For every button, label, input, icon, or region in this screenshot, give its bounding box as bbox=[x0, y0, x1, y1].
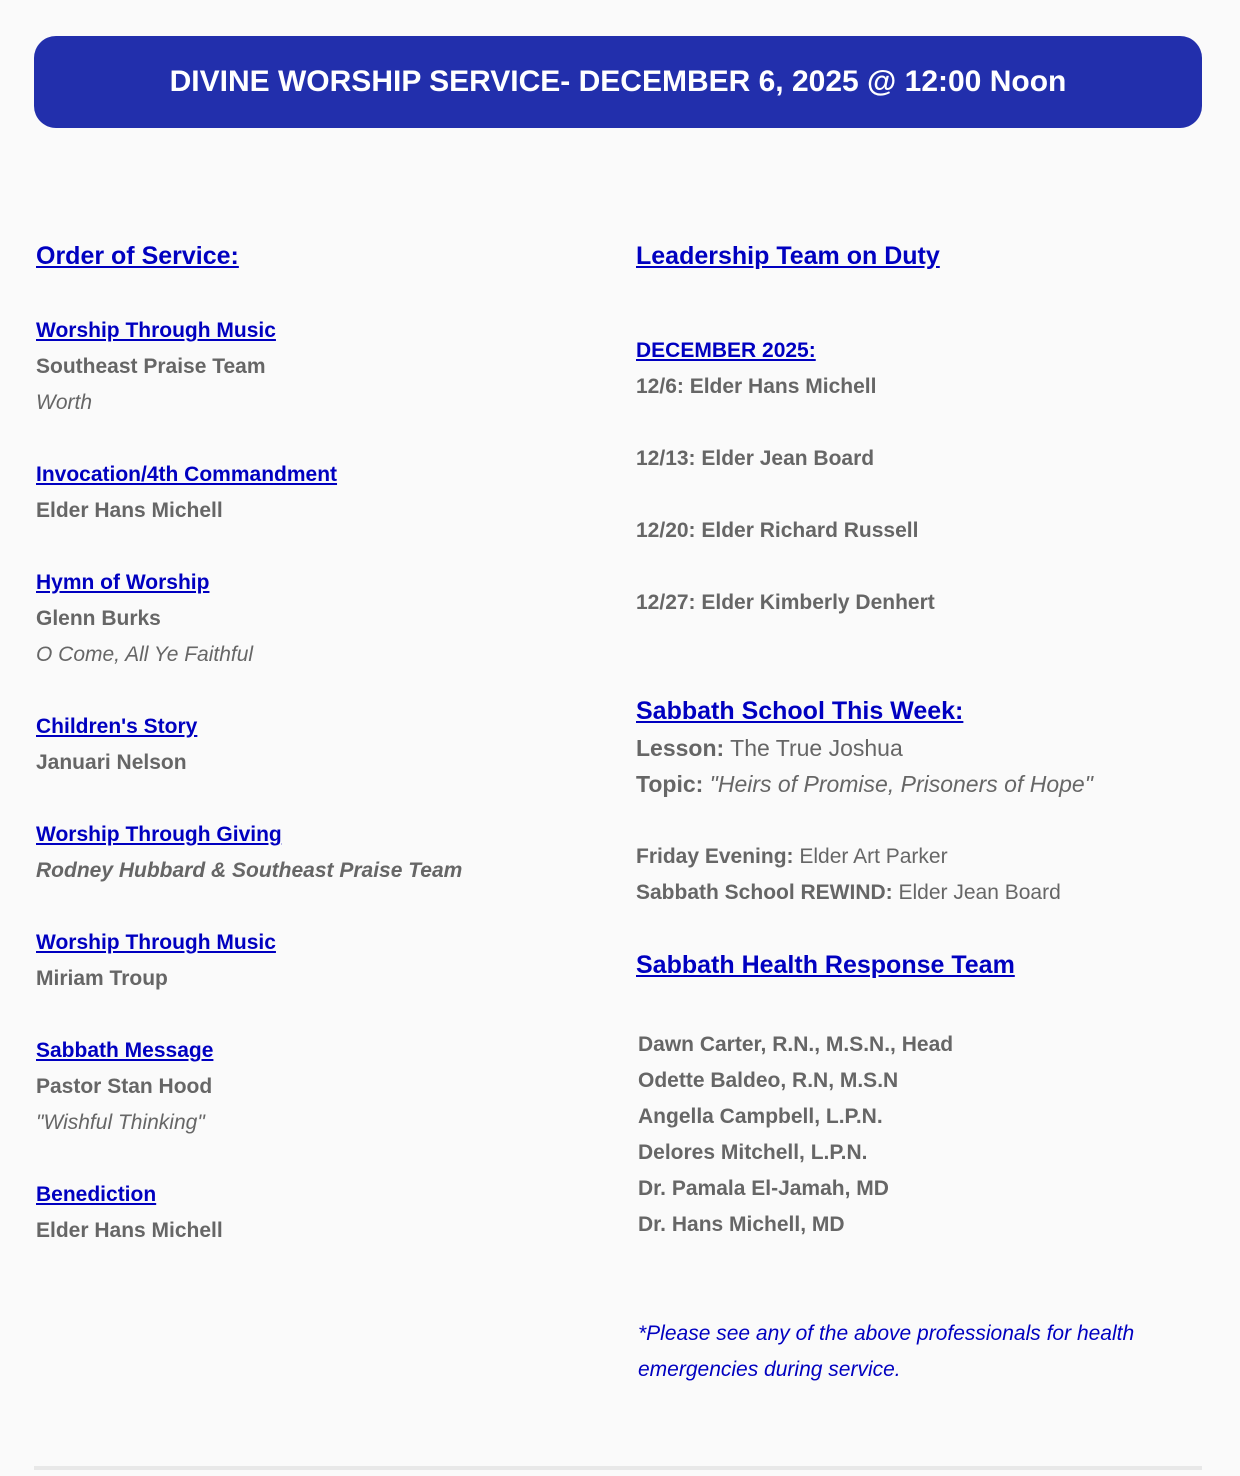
health-team-member: Dr. Hans Michell, MD bbox=[638, 1213, 845, 1236]
leadership-heading: Leadership Team on Duty bbox=[636, 242, 940, 270]
footer-divider bbox=[34, 1466, 1202, 1470]
leadership-entry: 12/13: Elder Jean Board bbox=[636, 447, 875, 470]
health-team-member: Angella Campbell, L.P.N. bbox=[638, 1105, 883, 1128]
rewind-line bbox=[636, 881, 1061, 905]
order-of-service-heading: Order of Service: bbox=[36, 242, 239, 270]
service-item-person: Rodney Hubbard & Southeast Praise Team bbox=[36, 859, 463, 882]
friday-evening-line bbox=[636, 845, 948, 869]
lesson-value: The True Joshua bbox=[724, 735, 903, 761]
topic-line bbox=[636, 771, 1093, 798]
leadership-entry: 12/20: Elder Richard Russell bbox=[636, 519, 919, 542]
health-team-member: Odette Baldeo, R.N, M.S.N bbox=[638, 1069, 899, 1092]
lesson-line bbox=[636, 735, 903, 762]
service-item-person: Januari Nelson bbox=[36, 751, 187, 774]
service-item-title[interactable]: Worship Through Music bbox=[36, 931, 276, 954]
service-item-person: Elder Hans Michell bbox=[36, 499, 223, 522]
page-title: DIVINE WORSHIP SERVICE- DECEMBER 6, 2025 @ 12:00 Noon bbox=[169, 65, 1067, 98]
service-item-person: Miriam Troup bbox=[36, 967, 168, 990]
health-note: *Please see any of the above professionals for health emergencies during service. bbox=[638, 1322, 1135, 1381]
service-item-person: Glenn Burks bbox=[36, 607, 161, 630]
service-item-person: Pastor Stan Hood bbox=[36, 1075, 213, 1098]
friday-evening-label: Friday Evening: bbox=[636, 845, 794, 868]
topic-label: Topic: bbox=[636, 771, 704, 797]
service-item-title[interactable]: Worship Through Giving bbox=[36, 823, 282, 846]
service-item-detail: "Wishful Thinking" bbox=[36, 1111, 205, 1134]
health-team-member: Dr. Pamala El-Jamah, MD bbox=[638, 1177, 889, 1200]
service-item-title[interactable]: Sabbath Message bbox=[36, 1039, 214, 1062]
friday-evening-value: Elder Art Parker bbox=[793, 845, 948, 868]
header-banner bbox=[34, 36, 1202, 128]
service-item-title[interactable]: Benediction bbox=[36, 1183, 157, 1206]
leadership-entry: 12/27: Elder Kimberly Denhert bbox=[636, 591, 935, 614]
health-team-member: Dawn Carter, R.N., M.S.N., Head bbox=[638, 1033, 954, 1056]
lesson-label: Lesson: bbox=[636, 735, 725, 761]
service-item-detail: O Come, All Ye Faithful bbox=[36, 643, 254, 666]
service-item-detail: Worth bbox=[36, 391, 93, 414]
service-item-title[interactable]: Worship Through Music bbox=[36, 319, 276, 342]
topic-value: "Heirs of Promise, Prisoners of Hope" bbox=[703, 771, 1093, 797]
service-item-person: Southeast Praise Team bbox=[36, 355, 266, 378]
leadership-month[interactable]: DECEMBER 2025: bbox=[636, 339, 816, 362]
service-item-title[interactable]: Children's Story bbox=[36, 715, 198, 738]
health-team-member: Delores Mitchell, L.P.N. bbox=[638, 1141, 868, 1164]
leadership-entry: 12/6: Elder Hans Michell bbox=[636, 375, 877, 398]
service-item-person: Elder Hans Michell bbox=[36, 1219, 223, 1242]
rewind-label: Sabbath School REWIND: bbox=[636, 881, 893, 904]
sabbath-school-heading: Sabbath School This Week: bbox=[636, 697, 964, 725]
health-team-heading: Sabbath Health Response Team bbox=[636, 951, 1015, 979]
service-item-title[interactable]: Invocation/4th Commandment bbox=[36, 463, 338, 486]
service-item-title[interactable]: Hymn of Worship bbox=[36, 571, 210, 594]
rewind-value: Elder Jean Board bbox=[892, 881, 1061, 904]
